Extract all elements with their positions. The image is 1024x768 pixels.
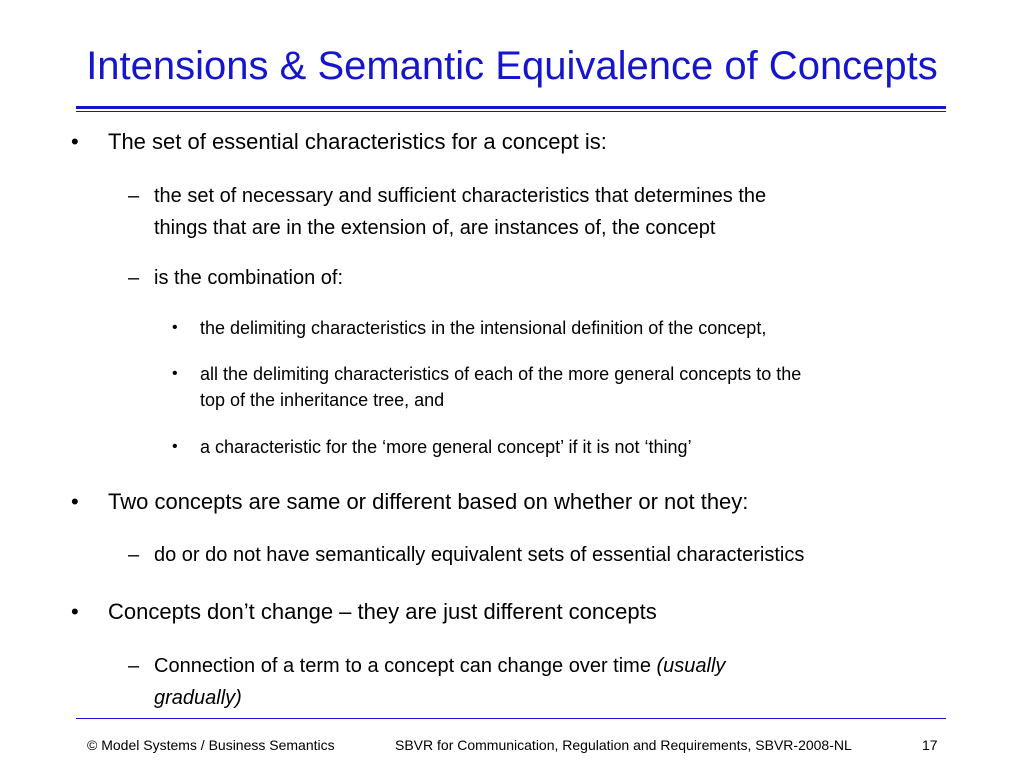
bullet-text: The set of essential characteristics for a concept is:	[108, 129, 607, 154]
dash-icon: –	[128, 655, 140, 677]
bullet-icon: •	[172, 438, 178, 455]
footer-divider	[76, 718, 946, 719]
bullet-concepts-dont-change	[71, 598, 657, 626]
item-general-concepts	[172, 361, 980, 413]
subbullet-line-1: the set of necessary and sufficient characteristics that determines the	[154, 185, 767, 207]
subbullet-text: is the combination of:	[154, 267, 343, 289]
bullet-essential-characteristics	[71, 128, 607, 156]
bullet-two-concepts	[71, 488, 749, 516]
bullet-icon: •	[71, 599, 79, 624]
subbullet-combination	[128, 262, 1004, 294]
title-underline-thick	[76, 106, 946, 109]
dash-icon: –	[128, 267, 140, 289]
title-underline-thin	[76, 111, 946, 112]
item-more-general-concept	[172, 434, 980, 460]
footer-copyright: © Model Systems / Business Semantics	[87, 737, 335, 753]
subbullet-connection-term	[128, 650, 1004, 714]
bullet-text: Concepts don’t change – they are just different concepts	[108, 599, 657, 624]
item-text: a characteristic for the ‘more general concept’ if it is not ‘thing’	[200, 437, 692, 457]
dash-icon: –	[128, 185, 140, 207]
subbullet-necessary-sufficient	[128, 180, 1004, 244]
page-number: 17	[922, 737, 938, 753]
item-text: the delimiting characteristics in the intensional definition of the concept,	[200, 318, 767, 338]
subbullet-line-2: things that are in the extension of, are instances of, the concept	[154, 217, 716, 239]
subbullet-text: do or do not have semantically equivalent sets of essential characteristics	[154, 544, 805, 566]
subbullet-semantically-equivalent	[128, 539, 1004, 571]
subbullet-italic-2: gradually)	[154, 687, 242, 709]
item-line-2: top of the inheritance tree, and	[200, 390, 445, 410]
bullet-icon: •	[172, 319, 178, 336]
footer-presentation-title: SBVR for Communication, Regulation and Requirements, SBVR-2008-NL	[395, 737, 852, 753]
bullet-text: Two concepts are same or different based on whether or not they:	[108, 489, 749, 514]
bullet-icon: •	[172, 365, 178, 382]
slide-title: Intensions & Semantic Equivalence of Concepts	[86, 44, 938, 88]
subbullet-text: Connection of a term to a concept can change over time	[154, 655, 657, 677]
item-delimiting-characteristics	[172, 315, 980, 341]
dash-icon: –	[128, 544, 140, 566]
bullet-icon: •	[71, 489, 79, 514]
subbullet-italic-1: (usually	[656, 655, 726, 677]
item-line-1: all the delimiting characteristics of each of the more general concepts to the	[200, 364, 802, 384]
bullet-icon: •	[71, 129, 79, 154]
